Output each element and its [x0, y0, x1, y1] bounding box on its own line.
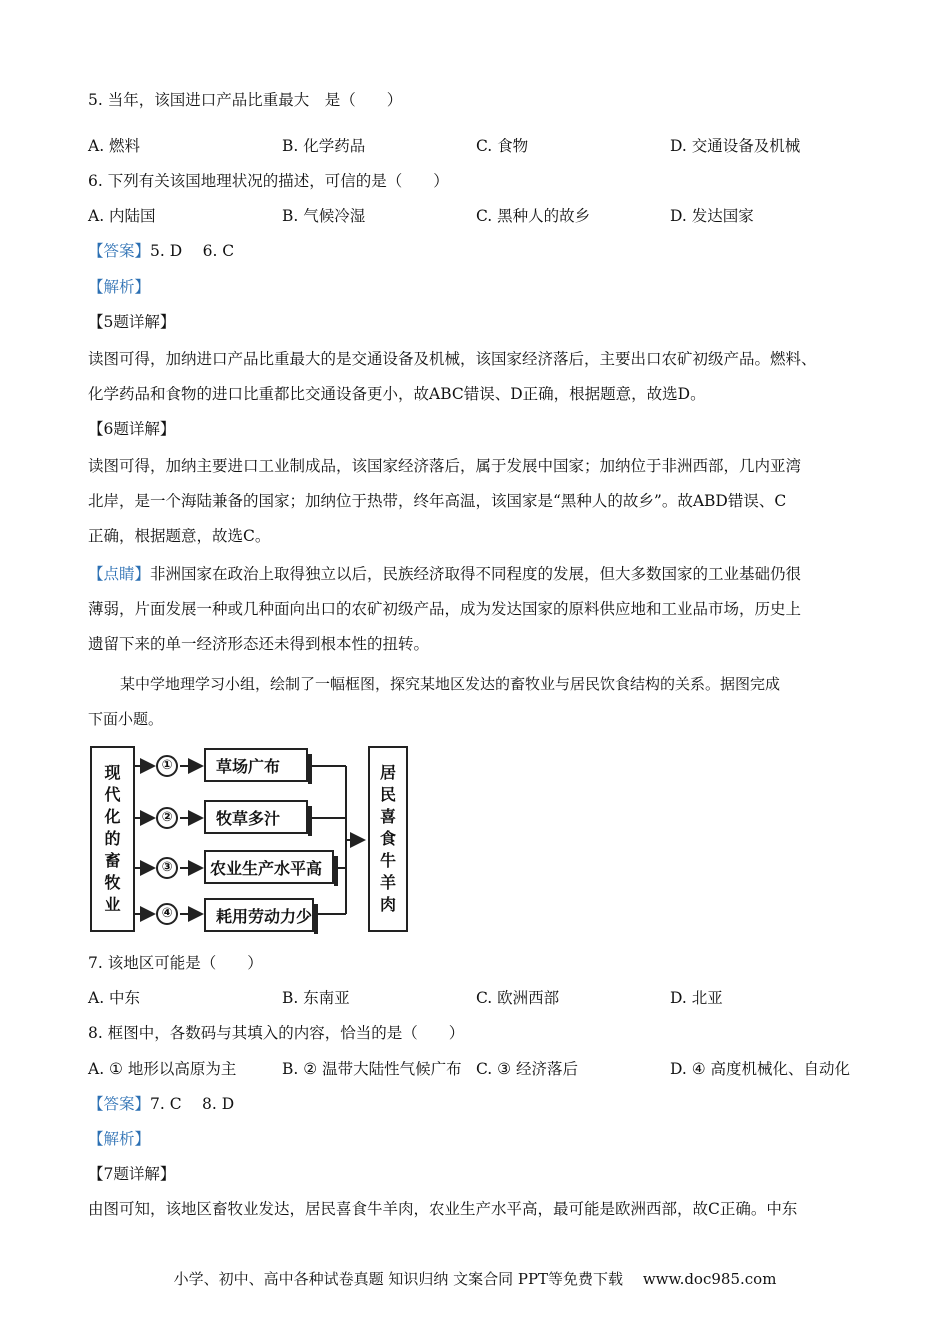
q8-option-d: D. ④ 高度机械化、自动化: [670, 1060, 851, 1078]
dianjing-line: 薄弱，片面发展一种或几种面向出口的农矿初级产品，成为发达国家的原料供应地和工业品市场，历史上: [88, 600, 802, 618]
left-char: 的: [104, 829, 121, 848]
detail6-body: [88, 449, 863, 554]
detail6-line: 正确，根据题意，故选C。: [88, 527, 271, 545]
answer-tag: 【答案】: [88, 242, 151, 260]
left-char: 现: [104, 763, 121, 782]
answer-line-2: [88, 1093, 234, 1115]
q6-option-d: D. 发达国家: [670, 207, 754, 225]
detail7-line: 由图可知，该地区畜牧业发达，居民喜食牛羊肉，农业生产水平高，最可能是欧洲西部，故C正确。中东: [88, 1200, 798, 1218]
q5-option-d: D. 交通设备及机械: [670, 137, 801, 155]
answer-text: 5. D 6. C: [150, 242, 235, 260]
left-char: 牧: [104, 873, 121, 892]
right-char: 肉: [379, 895, 396, 914]
right-char: 牛: [379, 851, 396, 870]
q5-option-a: A. 燃料: [88, 137, 141, 155]
q6-stem: 6. 下列有关该国地理状况的描述，可信的是（ ）: [88, 172, 449, 190]
q8-stem: 8. 框图中，各数码与其填入的内容，恰当的是（ ）: [88, 1024, 465, 1042]
right-char: 居: [379, 763, 396, 782]
factor-label: 农业生产水平高: [210, 858, 323, 878]
q7-option-a: A. 中东: [88, 989, 141, 1007]
q6-option-a: A. 内陆国: [88, 207, 156, 225]
factor-box: [204, 748, 308, 782]
dianjing-body: [88, 557, 863, 662]
q7-option-b: B. 东南亚: [282, 989, 350, 1007]
detail7-title: 【7题详解】: [88, 1165, 176, 1183]
q5-option-c: C. 食物: [476, 137, 529, 155]
circle-number: ④: [156, 903, 178, 925]
dianjing-text: 非洲国家在政治上取得独立以后，民族经济取得不同程度的发展，但大多数国家的工业基础仍很: [150, 565, 802, 583]
intro-line: 下面小题。: [88, 710, 164, 728]
intro-line: 某中学地理学习小组，绘制了一幅框图，探究某地区发达的畜牧业与居民饮食结构的关系。据图完成: [120, 675, 781, 693]
factor-box: [204, 850, 334, 884]
q5-stem: 5. 当年，该国进口产品比重最大 是（ ）: [88, 91, 403, 109]
circle-number: ①: [156, 755, 178, 777]
q6-option-c: C. 黑种人的故乡: [476, 207, 591, 225]
q6-option-b: B. 气候冷湿: [282, 207, 366, 225]
q7-option-d: D. 北亚: [670, 989, 723, 1007]
detail6-line: 读图可得，加纳主要进口工业制成品，该国家经济落后，属于发展中国家；加纳位于非洲西部，几内亚湾: [88, 457, 802, 475]
dianjing-line: [88, 557, 863, 592]
q7-stem: 7. 该地区可能是（ ）: [88, 954, 263, 972]
circle-number: ③: [156, 857, 178, 879]
detail5-line: 化学药品和食物的进口比重都比交通设备更小，故ABC错误、D正确，根据题意，故选D。: [88, 385, 706, 403]
left-char: 代: [104, 785, 121, 804]
right-char: 民: [379, 785, 396, 804]
detail6-title: 【6题详解】: [88, 420, 176, 438]
circle-number: ②: [156, 807, 178, 829]
analysis-tag-2: 【解析】: [88, 1130, 151, 1148]
right-char: 喜: [379, 807, 396, 826]
dianjing-tag: 【点睛】: [88, 565, 151, 583]
q8-option-b: B. ② 温带大陆性气候广布: [282, 1060, 462, 1078]
answer-line-1: [88, 240, 234, 262]
left-char: 化: [104, 807, 121, 826]
factor-label: 耗用劳动力少: [216, 906, 313, 926]
right-box: [368, 746, 408, 932]
answer-text: 7. C 8. D: [150, 1095, 235, 1113]
q7-option-c: C. 欧洲西部: [476, 989, 560, 1007]
factor-box: [204, 800, 308, 834]
detail6-line: 北岸，是一个海陆兼备的国家；加纳位于热带，终年高温，该国家是“黑种人的故乡”。故ABD错误、C: [88, 492, 787, 510]
dianjing-line: 遗留下来的单一经济形态还未得到根本性的扭转。: [88, 635, 430, 653]
q8-option-c: C. ③ 经济落后: [476, 1060, 578, 1078]
detail5-line: 读图可得，加纳进口产品比重最大的是交通设备及机械，该国家经济落后，主要出口农矿初级产品。燃料、: [88, 350, 817, 368]
answer-tag: 【答案】: [88, 1095, 151, 1113]
analysis-tag-1: 【解析】: [88, 278, 151, 296]
right-char: 食: [379, 829, 396, 848]
detail7-body: [88, 1192, 863, 1227]
q8-option-a: A. ① 地形以高原为主: [88, 1060, 237, 1078]
factor-label: 牧草多汁: [216, 808, 281, 828]
left-char: 畜: [104, 851, 121, 870]
q5-option-b: B. 化学药品: [282, 137, 366, 155]
factor-label: 草场广布: [216, 756, 281, 776]
flow-diagram: [90, 742, 420, 934]
detail5-body: [88, 342, 863, 412]
intro-text: [88, 667, 863, 737]
factor-box: [204, 898, 314, 932]
left-char: 业: [104, 895, 121, 914]
page-footer: 小学、初中、高中各种试卷真题 知识归纳 文案合同 PPT等免费下载 www.doc985.com: [173, 1270, 777, 1288]
right-char: 羊: [379, 873, 396, 892]
detail5-title: 【5题详解】: [88, 313, 176, 331]
